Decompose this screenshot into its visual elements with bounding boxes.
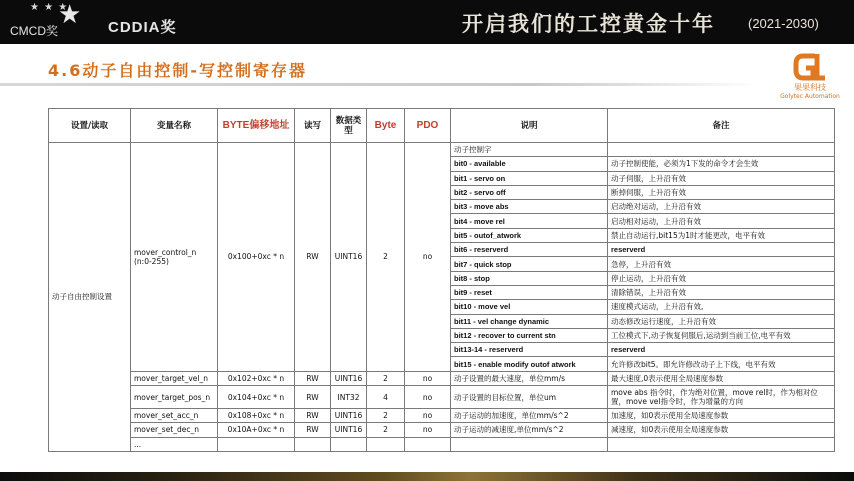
desc-cell: bit1 - servo on xyxy=(451,171,608,185)
note-cell: move abs 指令时，作为绝对位置，move rel时，作为相对位置，move vel指令时，作为增量的方向 xyxy=(608,386,835,409)
table-row xyxy=(49,371,835,385)
offset-cell: 0x102+0xc * n xyxy=(218,371,295,385)
note-cell: reserverd xyxy=(608,243,835,257)
desc-cell: bit5 - outof_atwork xyxy=(451,228,608,242)
table-row xyxy=(49,143,835,157)
ellipsis-cell: ... xyxy=(131,437,218,451)
desc-cell: 动子控制字 xyxy=(451,143,608,157)
note-cell: 清除错误，上升沿有效 xyxy=(608,285,835,299)
pdo-cell: no xyxy=(405,423,451,437)
header-description: 说明 xyxy=(451,109,608,143)
header-data-type: 数据类型 xyxy=(331,109,367,143)
header-note: 备注 xyxy=(608,109,835,143)
byte-cell: 4 xyxy=(367,386,405,409)
note-cell: 减速度，如0表示使用全局速度参数 xyxy=(608,423,835,437)
var-name-cell: mover_set_acc_n xyxy=(131,409,218,423)
desc-cell: bit9 - reset xyxy=(451,285,608,299)
stars-icon: ★ ★ ★ xyxy=(30,2,69,13)
bottom-gold-glow xyxy=(0,472,854,481)
offset-cell: 0x10A+0xc * n xyxy=(218,423,295,437)
var-name-cell: mover_target_vel_n xyxy=(131,371,218,385)
note-cell: 启动绝对运动，上升沿有效 xyxy=(608,200,835,214)
cddia-award-text: CDDIA奖 xyxy=(108,19,177,36)
note-cell: reserverd xyxy=(608,343,835,357)
brand-name-en: Golytec Automation xyxy=(780,93,840,100)
desc-cell: bit10 - move vel xyxy=(451,300,608,314)
note-cell: 启动相对运动，上升沿有效 xyxy=(608,214,835,228)
register-table xyxy=(48,108,835,452)
desc-cell: 动子运动的加速度，单位mm/s^2 xyxy=(451,409,608,423)
desc-cell: bit8 - stop xyxy=(451,271,608,285)
slogan: 开启我们的工控黄金十年 xyxy=(462,11,715,36)
var-name-cell: mover_target_pos_n xyxy=(131,386,218,409)
title-underline xyxy=(0,83,760,86)
slogan-years: (2021-2030) xyxy=(748,16,819,31)
header-rw: 读写 xyxy=(295,109,331,143)
note-cell: 动态修改运行速度，上升沿有效 xyxy=(608,314,835,328)
rw-cell: RW xyxy=(295,423,331,437)
desc-cell: 动子设置的目标位置，单位um xyxy=(451,386,608,409)
byte-cell: 2 xyxy=(367,143,405,372)
group-label: 动子自由控制设置 xyxy=(49,143,131,452)
empty-cell xyxy=(405,437,451,451)
note-cell: 禁止自动运行,bit15为1时才能更改，电平有效 xyxy=(608,228,835,242)
empty-cell xyxy=(367,437,405,451)
note-cell: 允许修改bit5。即允许修改动子上下线，电平有效 xyxy=(608,357,835,371)
empty-cell xyxy=(451,437,608,451)
note-cell xyxy=(608,143,835,157)
type-cell: UINT16 xyxy=(331,143,367,372)
type-cell: UINT16 xyxy=(331,371,367,385)
var-range: (n:0-255) xyxy=(134,256,169,266)
header-var-name: 变量名称 xyxy=(131,109,218,143)
note-cell: 动子伺服，上升沿有效 xyxy=(608,171,835,185)
byte-cell: 2 xyxy=(367,409,405,423)
gl-logo-icon xyxy=(793,52,827,82)
table-row xyxy=(49,437,835,451)
bottom-decor-bar xyxy=(0,472,854,481)
desc-cell: bit6 - reserverd xyxy=(451,243,608,257)
cmcd-award-text: CMCD奖 xyxy=(10,24,58,38)
top-banner xyxy=(0,0,854,44)
byte-cell: 2 xyxy=(367,423,405,437)
empty-cell xyxy=(608,437,835,451)
offset-cell: 0x100+0xc * n xyxy=(218,143,295,372)
note-cell: 停止运动，上升沿有效 xyxy=(608,271,835,285)
pdo-cell: no xyxy=(405,409,451,423)
desc-cell: bit12 - recover to current stn xyxy=(451,328,608,342)
offset-cell: 0x108+0xc * n xyxy=(218,409,295,423)
desc-cell: bit15 - enable modify outof atwork xyxy=(451,357,608,371)
note-cell: 加速度，如0表示使用全局速度参数 xyxy=(608,409,835,423)
table-header-row xyxy=(49,109,835,143)
desc-cell: bit2 - servo off xyxy=(451,185,608,199)
pdo-cell: no xyxy=(405,371,451,385)
empty-cell xyxy=(218,437,295,451)
note-cell: 最大速度,0表示使用全局速度参数 xyxy=(608,371,835,385)
offset-cell: 0x104+0xc * n xyxy=(218,386,295,409)
star-icon: ★ xyxy=(58,0,82,30)
byte-cell: 2 xyxy=(367,371,405,385)
note-cell: 工位模式下,动子恢复伺服后,运动到当前工位,电平有效 xyxy=(608,328,835,342)
desc-cell: bit0 - available xyxy=(451,157,608,171)
type-cell: INT32 xyxy=(331,386,367,409)
rw-cell: RW xyxy=(295,143,331,372)
type-cell: UINT16 xyxy=(331,423,367,437)
brand-logo xyxy=(770,52,850,106)
header-byte-offset: BYTE偏移地址 xyxy=(218,109,295,143)
pdo-cell: no xyxy=(405,386,451,409)
empty-cell xyxy=(295,437,331,451)
var-name-cell: mover_set_dec_n xyxy=(131,423,218,437)
desc-cell: bit3 - move abs xyxy=(451,200,608,214)
note-cell: 速度模式运动，上升沿有效, xyxy=(608,300,835,314)
note-cell: 断掉伺服，上升沿有效 xyxy=(608,185,835,199)
desc-cell: bit11 - vel change dynamic xyxy=(451,314,608,328)
desc-cell: bit13-14 - reserverd xyxy=(451,343,608,357)
pdo-cell: no xyxy=(405,143,451,372)
rw-cell: RW xyxy=(295,386,331,409)
type-cell: UINT16 xyxy=(331,409,367,423)
header-set-read: 设置/读取 xyxy=(49,109,131,143)
desc-cell: bit4 - move rel xyxy=(451,214,608,228)
var-name: mover_control_n xyxy=(134,247,197,257)
desc-cell: 动子运动的减速度,单位mm/s^2 xyxy=(451,423,608,437)
page-title: 4.6动子自由控制-写控制寄存器 xyxy=(48,61,307,80)
header-byte: Byte xyxy=(367,109,405,143)
desc-cell: bit7 - quick stop xyxy=(451,257,608,271)
note-cell: 动子控制使能，必须为1下发的命令才会生效 xyxy=(608,157,835,171)
rw-cell: RW xyxy=(295,371,331,385)
var-name-cell xyxy=(131,143,218,372)
note-cell: 急停，上升沿有效 xyxy=(608,257,835,271)
desc-cell: 动子设置的最大速度，单位mm/s xyxy=(451,371,608,385)
table-row xyxy=(49,409,835,423)
table-row xyxy=(49,386,835,409)
empty-cell xyxy=(331,437,367,451)
brand-name-cn: 果果科技 xyxy=(794,83,826,92)
rw-cell: RW xyxy=(295,409,331,423)
table-row xyxy=(49,423,835,437)
header-pdo: PDO xyxy=(405,109,451,143)
